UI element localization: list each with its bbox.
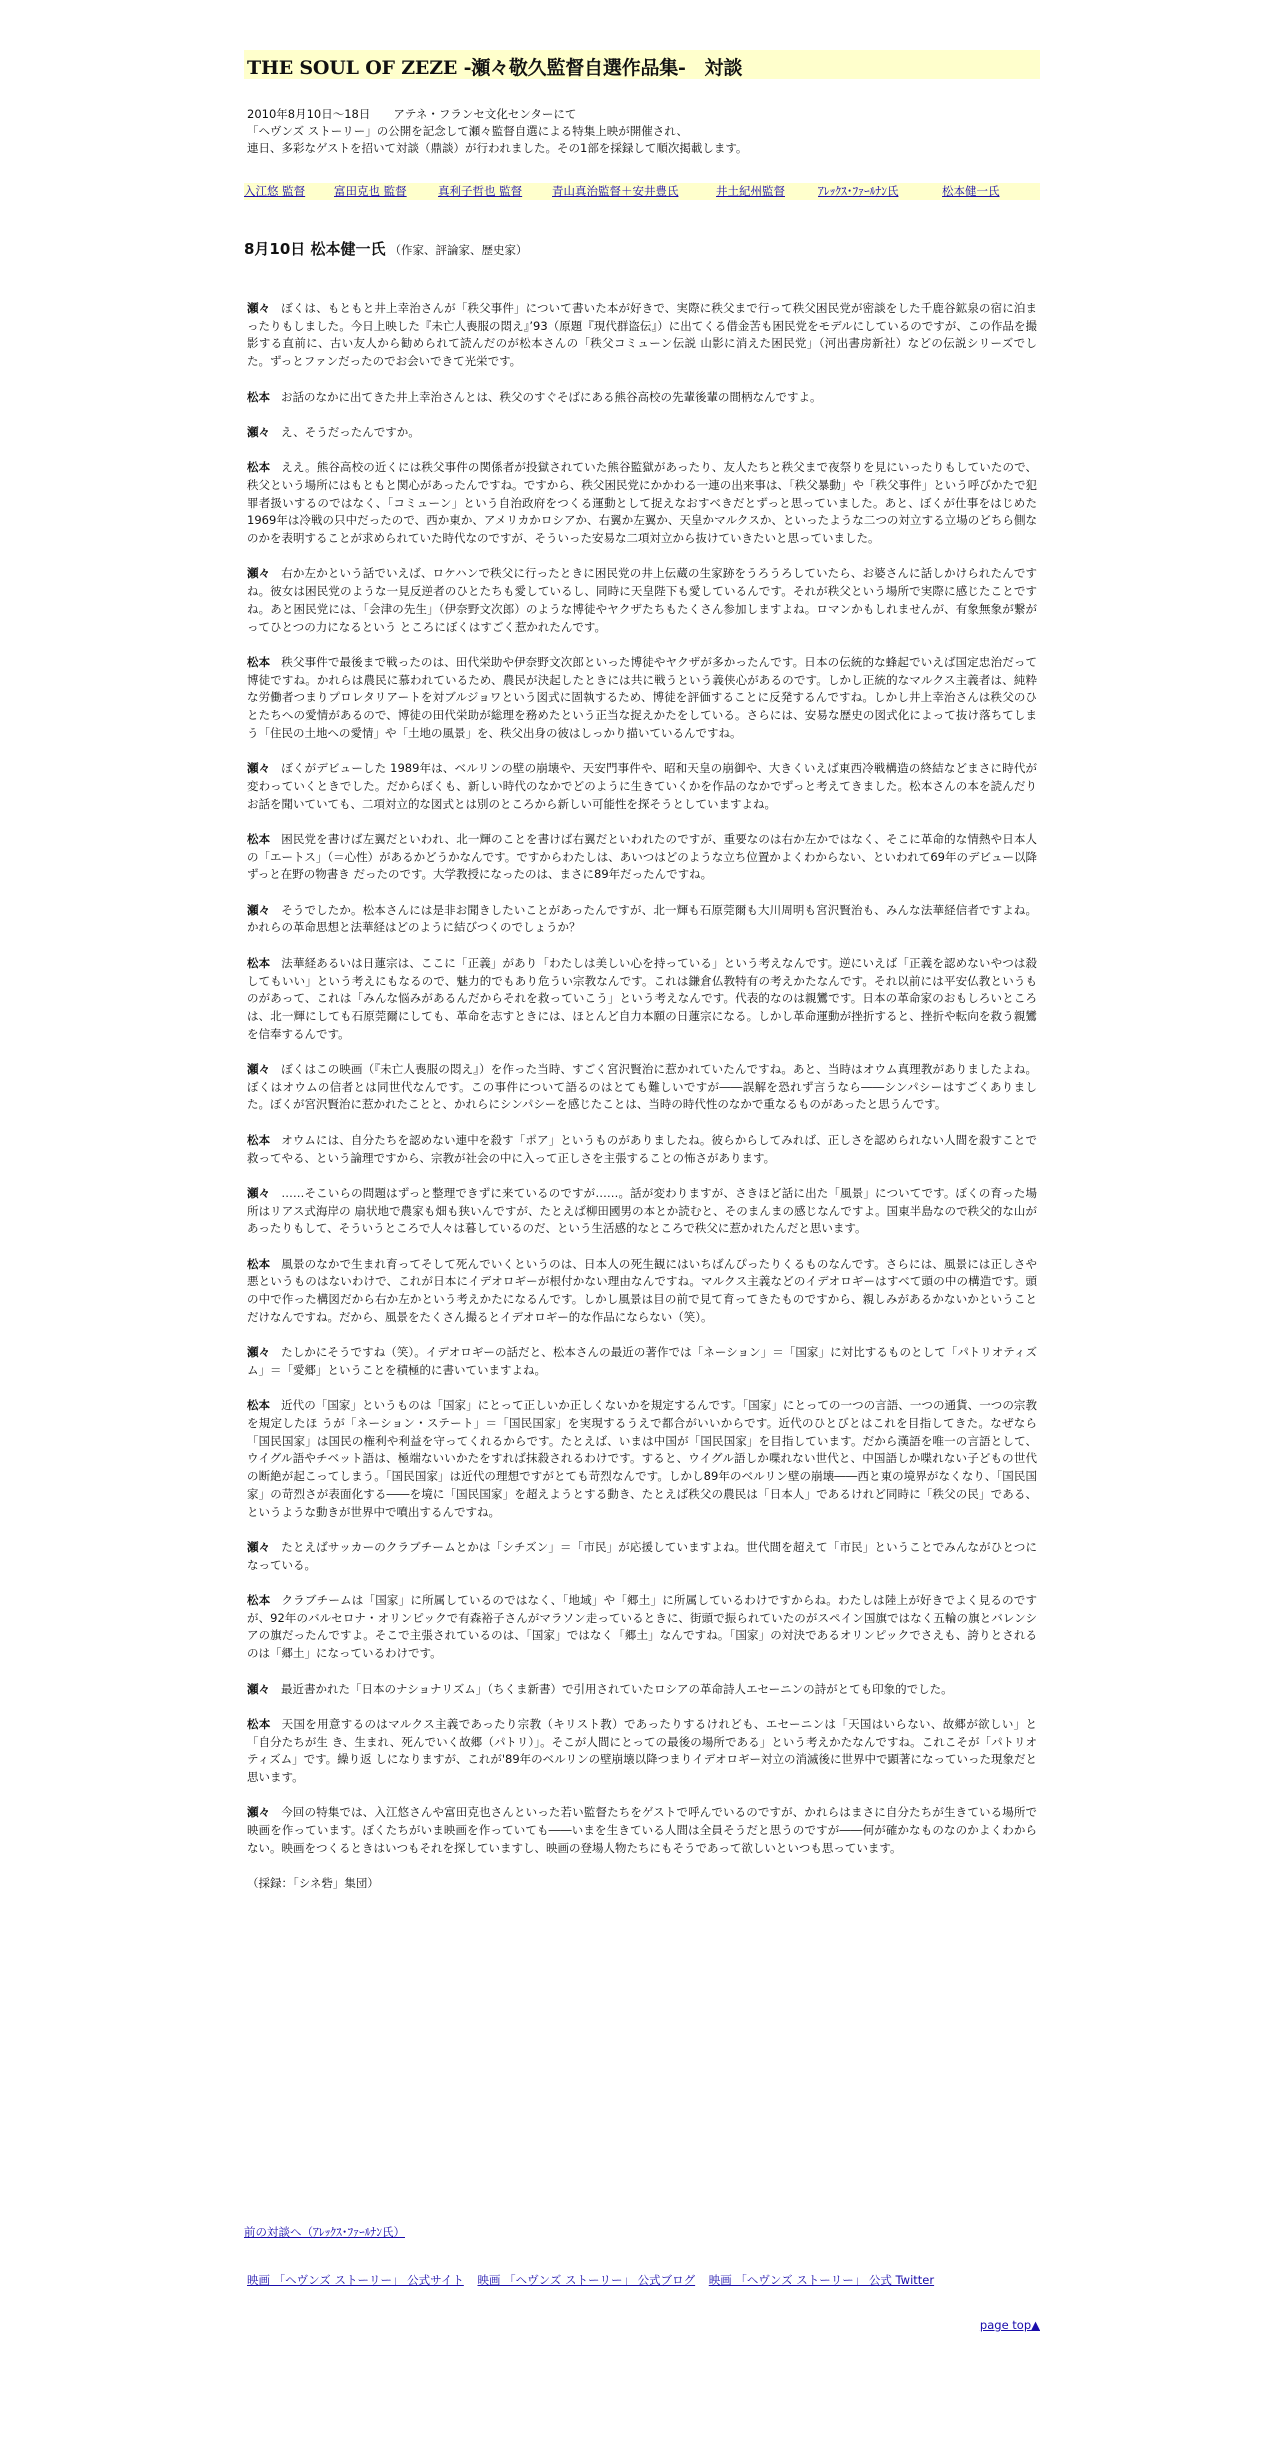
dialogue-turn: [247, 1344, 1037, 1379]
page-top-link[interactable]: page top▲: [979, 2318, 1040, 2332]
speaker-role: （作家、評論家、歴史家）: [389, 243, 528, 257]
speaker-name: 瀬々: [247, 1185, 271, 1200]
intro-line: 連日、多彩なゲストを招いて対談（鼎談）が行われました。その1部を採録して順次掲載します。: [247, 141, 748, 155]
speaker-name: 松本: [247, 1593, 271, 1608]
dialogue-turn: [247, 1061, 1037, 1114]
turn-text: 困民党を書けば左翼だといわれ、北一輝のことを書けば右翼だといわれたのですが、重要なのは右か左かではなく、そこに革命的な情熱や日本人の「エートス」（＝心性）があるかどうかなんです。ですからわたしは、あいつはどのような立ち位置かよくわからない、といわれて69年のデビュー以降ずっと在野の物書き だったのです。大学教授になったのは、まさに89年だったんですね。: [247, 831, 1038, 882]
turn-text: クラブチームは「国家」に所属しているのではなく、「地域」や「郷土」に所属しているわけですからね。わたしは陸上が好きでよく見るのですが、92年のバルセロナ・オリンピックで有森裕子さんがマラソン走っているときに、街頭で振られていたのがスペイン国旗ではなく五輪の旗とバレンシアの旗だったんですよ。そこで主張されているのは、「国家」ではなく「郷土」なんですね。「国家」の対決であるオリンピックでさえも、誇りとされるのは「郷土」になっているわけです。: [247, 1593, 1038, 1661]
dialogue-turn: [247, 831, 1037, 884]
dialogue-turn: [247, 424, 1037, 442]
nav-link-tomita[interactable]: 富田克也 監督: [334, 184, 407, 198]
speaker-name: 松本: [247, 654, 271, 669]
turn-text: え、そうだったんですか。: [281, 424, 420, 439]
speaker-name: 松本: [247, 1132, 271, 1147]
intro-line: 2010年8月10日～18日 アテネ・フランセ文化センターにて: [247, 107, 577, 121]
dialogue-body: [247, 300, 1037, 1893]
dialogue-turn: [247, 389, 1037, 407]
dialogue-turn: [247, 1132, 1037, 1167]
speaker-name: 瀬々: [247, 1539, 271, 1554]
turn-text: 近代の「国家」というものは「国家」にとって正しいか正しくないかを規定するんです。「国家」にとっての一つの言語、一つの通貨、一つの宗教を規定したほ うが「ネーション・ステート」＝「国民国家」を実現するうえで都合がいいからです。近代のひとびとはこれを目指してきた。なぜなら「国民国家」は国民の権利や利益を守ってくれるからです。たとえば、いまは中国が「国民国家」を目指しています。だから漢語を唯一の言語として、ウイグル語やチベット語は、極端ないいかたをすれば抹殺されるわけです。すると、ウイグル語しか喋れない世代と、中国語しか喋れない子どもの世代の断絶が起こってしまう。「国民国家」は近代の理想ですがとても苛烈なんです。しかし89年のベルリン壁の崩壊――西と東の境界がなくなり、「国民国家」の苛烈さが表面化する――を境に「国民国家」を超えようとする動き、たとえば秩父の農民は「日本人」であるけれど同時に「秩父の民」である、というような動きが世界中で噴出するんですね。: [247, 1398, 1037, 1519]
turn-text: ぼくはこの映画（『未亡人喪服の悶え』）を作った当時、すごく宮沢賢治に惹かれていたんですね。あと、当時はオウム真理教がありましたよね。ぼくはオウムの信者とは同世代なんです。この事件について語るのはとても難しいですが――誤解を恐れず言うなら――シンパシーはすごくありました。ぼくが宮沢賢治に惹かれたことと、かれらにシンパシーを感じたことは、当時の時代性のなかで重なるものがあったと思うんです。: [247, 1062, 1037, 1112]
speaker-name: 瀬々: [247, 1345, 271, 1360]
speaker-name: 瀬々: [247, 1805, 271, 1820]
dialogue-turn: [247, 1397, 1037, 1521]
dialogue-turn: [247, 565, 1037, 636]
turn-text: ぼくがデビューした 1989年は、ベルリンの壁の崩壊や、天安門事件や、昭和天皇の崩御や、大きくいえば東西冷戦構造の終結などまさに時代が変わっていくときでした。だからぼくも、新しい時代のなかでどのように生きていくかを作品のなかでずっと考えてきました。松本さんの本を読んだりお話を聞いていても、二項対立的な図式とは別のところから新しい可能性を探そうとしていますよね。: [247, 761, 1038, 811]
date-speaker: 8月10日 松本健一氏: [244, 240, 386, 258]
dialogue-turn: [247, 459, 1037, 548]
dialogue-turn: [247, 1804, 1037, 1857]
prev-dialogue-link[interactable]: 前の対談へ（ｱﾚｯｸｽ･ﾌｧｰﾙﾅﾝ氏）: [244, 2225, 405, 2239]
turn-text: 法華経あるいは日蓮宗は、ここに「正義」があり「わたしは美しい心を持っている」という考えなんです。逆にいえば「正義を認めないやつは殺してもいい」という考えにもなるので、魅力的でもあり危うい宗教なんです。これは鎌倉仏教特有の考えかたなんです。それ以前には平安仏教というものがあって、これは「みんな悩みがあるんだからそれを救っていこう」という考えなんです。代表的なのは親鸞です。日本の革命家のおもしろいところは、北一輝にしても石原莞爾にしても、革命を志すときには、ほとんど自力本願の日蓮宗になる。しかし革命運動が挫折すると、挫折や転向を救う親鸞を信奉するんです。: [247, 955, 1038, 1041]
page-title: THE SOUL OF ZEZE -瀬々敬久監督自選作品集- 対談: [247, 57, 743, 79]
turn-text: たしかにそうですね（笑）。イデオロギーの話だと、松本さんの最近の著作では「ネーション」＝「国家」に対比するものとして「パトリオティズム」＝「愛郷」ということを積極的に書いていますよね。: [247, 1345, 1037, 1377]
dialogue-turn: [247, 1592, 1037, 1663]
speaker-name: 瀬々: [247, 761, 271, 776]
official-site-link[interactable]: 映画 「ヘヴンズ ストーリー」 公式サイト: [247, 2273, 464, 2287]
footer-links: [247, 2272, 944, 2288]
dialogue-turn: [247, 955, 1037, 1044]
nav-link-irie[interactable]: 入江悠 監督: [244, 184, 306, 198]
turn-text: ぼくは、もともと井上幸治さんが「秩父事件」について書いた本が好きで、実際に秩父まで行って秩父困民党が密談をした千鹿谷鉱泉の宿に泊まったりもしました。今日上映した『未亡人喪服の悶え』’93（原題『現代群盗伝』）に出てくる借金苦も困民党をモデルにしているのですが、この作品を撮影する直前に、古い友人から勧められて読んだのが松本さんの「秩父コミューン伝説 山影に消えた困民党」（河出書房新社）などの伝説シリーズでした。ずっとファンだったのでお会いできて光栄です。: [247, 301, 1037, 369]
dialogue-nav: [244, 183, 1040, 200]
official-twitter-link[interactable]: 映画 「ヘヴンズ ストーリー」 公式 Twitter: [708, 2273, 935, 2287]
dialogue-turn: [247, 902, 1037, 937]
speaker-name: 松本: [247, 831, 271, 846]
dialogue-turn: [247, 300, 1037, 371]
turn-text: 秩父事件で最後まで戦ったのは、田代栄助や伊奈野文次郎といった博徒やヤクザが多かったんです。日本の伝統的な蜂起でいえば国定忠治だって博徒ですね。かれらは農民に慕われているため、農民が決起したときには共に戦うという義侠心があるのです。しかし正統的なマルクス主義者は、純粋な労働者つまりプロレタリアートを対ブルジョワという図式に固執するため、博徒を評価することに反発するんですね。しかし井上幸治さんは秩父のひとたちへの愛情があるので、博徒の田代栄助が総理を務めたという正当な捉えかたをしている。さらには、安易な歴史の図式化によって抜け落ちてしまう「住民の土地への愛情」や「土地の風景」を、秩父出身の彼はしっかり描いているんですね。: [247, 654, 1038, 740]
dialogue-turn: [247, 1539, 1037, 1574]
turn-text: 今回の特集では、入江悠さんや富田克也さんといった若い監督たちをゲストで呼んでいるのですが、かれらはまさに自分たちが生きている場所で映画を作っています。ぼくたちがいま映画を作っていても――いまを生きている人間は全員そうだと思うのですが――何が確かなものなのかよくわからない。映画をつくるときはいつもそれを探していますし、映画の登場人物たちにもそうであって欲しいといつも思っています。: [247, 1805, 1037, 1855]
speaker-name: 松本: [247, 955, 271, 970]
turn-text: ……そこいらの問題はずっと整理できずに来ているのですが……。話が変わりますが、さきほど話に出た「風景」についてです。ぼくの育った場所はリアス式海岸の 扇状地で農家も畑も狭いんですが、たとえば柳田國男の本とか読むと、そのまんまの感じなんですよ。国東半島なので秩父的な山があったりもして、そういうところで人々は暮しているのだ、という生活感的なところで秩父に惹かれたんだと思います。: [247, 1185, 1038, 1236]
turn-text: ええ。熊谷高校の近くには秩父事件の関係者が投獄されていた熊谷監獄があったり、友人たちと秩父まで夜祭りを見にいったりもしていたので、秩父という場所にはもともと関心があったんですね。ですから、秩父困民党にかかわる一連の出来事は、「秩父暴動」や「秩父事件」という呼びかたで犯罪者扱いするのではなく、「コミューン」という自治政府をつくる運動として捉えなおすべきだとずっと思っていました。あと、ぼくが仕事をはじめた1969年は冷戦の只中だったので、西か東か、アメリカかロシアか、右翼か左翼か、天皇かマルクスか、といったような二つの対立する立場のどちら側なのかを表明することが求められていた時代なのですが、そういった安易な二項対立から抜けていきたいと思っていました。: [247, 460, 1037, 546]
speaker-name: 瀬々: [247, 1062, 271, 1077]
nav-link-aoyama-yasui[interactable]: 青山真治監督＋安井豊氏: [552, 184, 679, 198]
speaker-name: 松本: [247, 460, 271, 475]
dialogue-turn: [247, 654, 1037, 743]
title-bar: [244, 50, 1040, 79]
turn-text: お話のなかに出てきた井上幸治さんとは、秩父のすぐそばにある熊谷高校の先輩後輩の間柄なんですよ。: [281, 389, 822, 404]
speaker-name: 瀬々: [247, 424, 270, 439]
dialogue-turn: [247, 760, 1037, 813]
nav-link-izuchi[interactable]: 井土紀州監督: [716, 184, 785, 198]
nav-link-matsumoto[interactable]: 松本健一氏: [942, 184, 1000, 198]
speaker-name: 松本: [247, 1716, 271, 1731]
dialogue-turn: [247, 1185, 1037, 1238]
intro-line: 「ヘヴンズ ストーリー」の公開を記念して瀬々監督自選による特集上映が開催され、: [247, 124, 688, 138]
speaker-name: 松本: [247, 1256, 271, 1271]
speaker-name: 瀬々: [247, 902, 271, 917]
dialogue-turn: [247, 1256, 1037, 1327]
speaker-name: 瀬々: [247, 1681, 270, 1696]
turn-text: 最近書かれた「日本のナショナリズム」（ちくま新書）で引用されていたロシアの革命詩人エセーニンの詩がとても印象的でした。: [281, 1681, 953, 1696]
dialogue-turn: [247, 1681, 1037, 1699]
speaker-name: 松本: [247, 389, 270, 404]
turn-text: 右か左かという話でいえば、ロケハンで秩父に行ったときに困民党の井上伝蔵の生家跡をうろうろしていたら、お婆さんに話しかけられたんですね。彼女は困民党のような一見反逆者のひとたちも愛しているし、同時に天皇陛下も愛しているんです。それが秩父という場所で実際に感じたことですね。あと困民党には、「会津の先生」（伊奈野文次郎）のような博徒やヤクザたちもたくさん参加しますよね。ロマンかもしれませんが、有象無象が繋がってひとつの力になるという ところにぼくはすごく惹かれたんです。: [247, 566, 1037, 634]
speaker-name: 松本: [247, 1398, 271, 1413]
turn-text: 天国を用意するのはマルクス主義であったり宗教（キリスト教）であったりするけれども、エセーニンは「天国はいらない、故郷が欲しい」と「自分たちが生 き、生まれ、死んでいく故郷（パトリ）」。そこが人間にとっての最後の場所である」という考えかたなんですね。これこそが「パトリオティズム」です。繰り返 しになりますが、これが'89年のベルリンの壁崩壊以降つまりイデオロギー対立の消滅後に世界中で顕著になっていった現象だと思います。: [247, 1716, 1037, 1785]
turn-text: たとえばサッカーのクラブチームとかは「シチズン」＝「市民」が応援していますよね。世代間を超えて「市民」ということでみんながひとつになっている。: [247, 1539, 1038, 1572]
intro-text: [247, 106, 1037, 157]
turn-text: 風景のなかで生まれ育ってそして死んでいくというのは、日本人の死生観にはいちばんぴったりくるものなんです。さらには、風景には正しさや悪というものはないわけで、これが日本にイデオロギーが根付かない理由なんですね。マルクス主義などのイデオロギーはすべて頭の中の構造です。頭の中で作った構図だから右か左かという考えかたになるんです。しかし風景は目の前で見て育ってきたものですから、親しみがあるかないかということだけなんですね。だから、風景をたくさん撮るとイデオロギー的な作品にならない（笑）。: [247, 1256, 1038, 1324]
turn-text: そうでしたか。松本さんには是非お聞きしたいことがあったんですが、北一輝も石原莞爾も大川周明も宮沢賢治も、みんな法華経信者ですよね。かれらの革命思想と法華経はどのように結びつくのでしょうか？: [247, 902, 1037, 935]
credit: （採録：「シネ砦」集団）: [247, 1876, 379, 1891]
dialogue-heading: [244, 238, 528, 259]
dialogue-turn: [247, 1716, 1037, 1787]
nav-link-mariko[interactable]: 真利子哲也 監督: [438, 184, 523, 198]
speaker-name: 瀬々: [247, 301, 271, 315]
official-blog-link[interactable]: 映画 「ヘヴンズ ストーリー」 公式ブログ: [477, 2273, 696, 2287]
speaker-name: 瀬々: [247, 566, 271, 581]
turn-text: オウムには、自分たちを認めない連中を殺す「ポア」というものがありましたね。彼らからしてみれば、正しさを認められない人間を殺すことで救ってやる、という論理ですから、宗教が社会の中に入って正しさを主張することの怖さがあります。: [247, 1132, 1037, 1165]
nav-link-alex-fernand[interactable]: ｱﾚｯｸｽ･ﾌｧｰﾙﾅﾝ氏: [818, 184, 899, 198]
